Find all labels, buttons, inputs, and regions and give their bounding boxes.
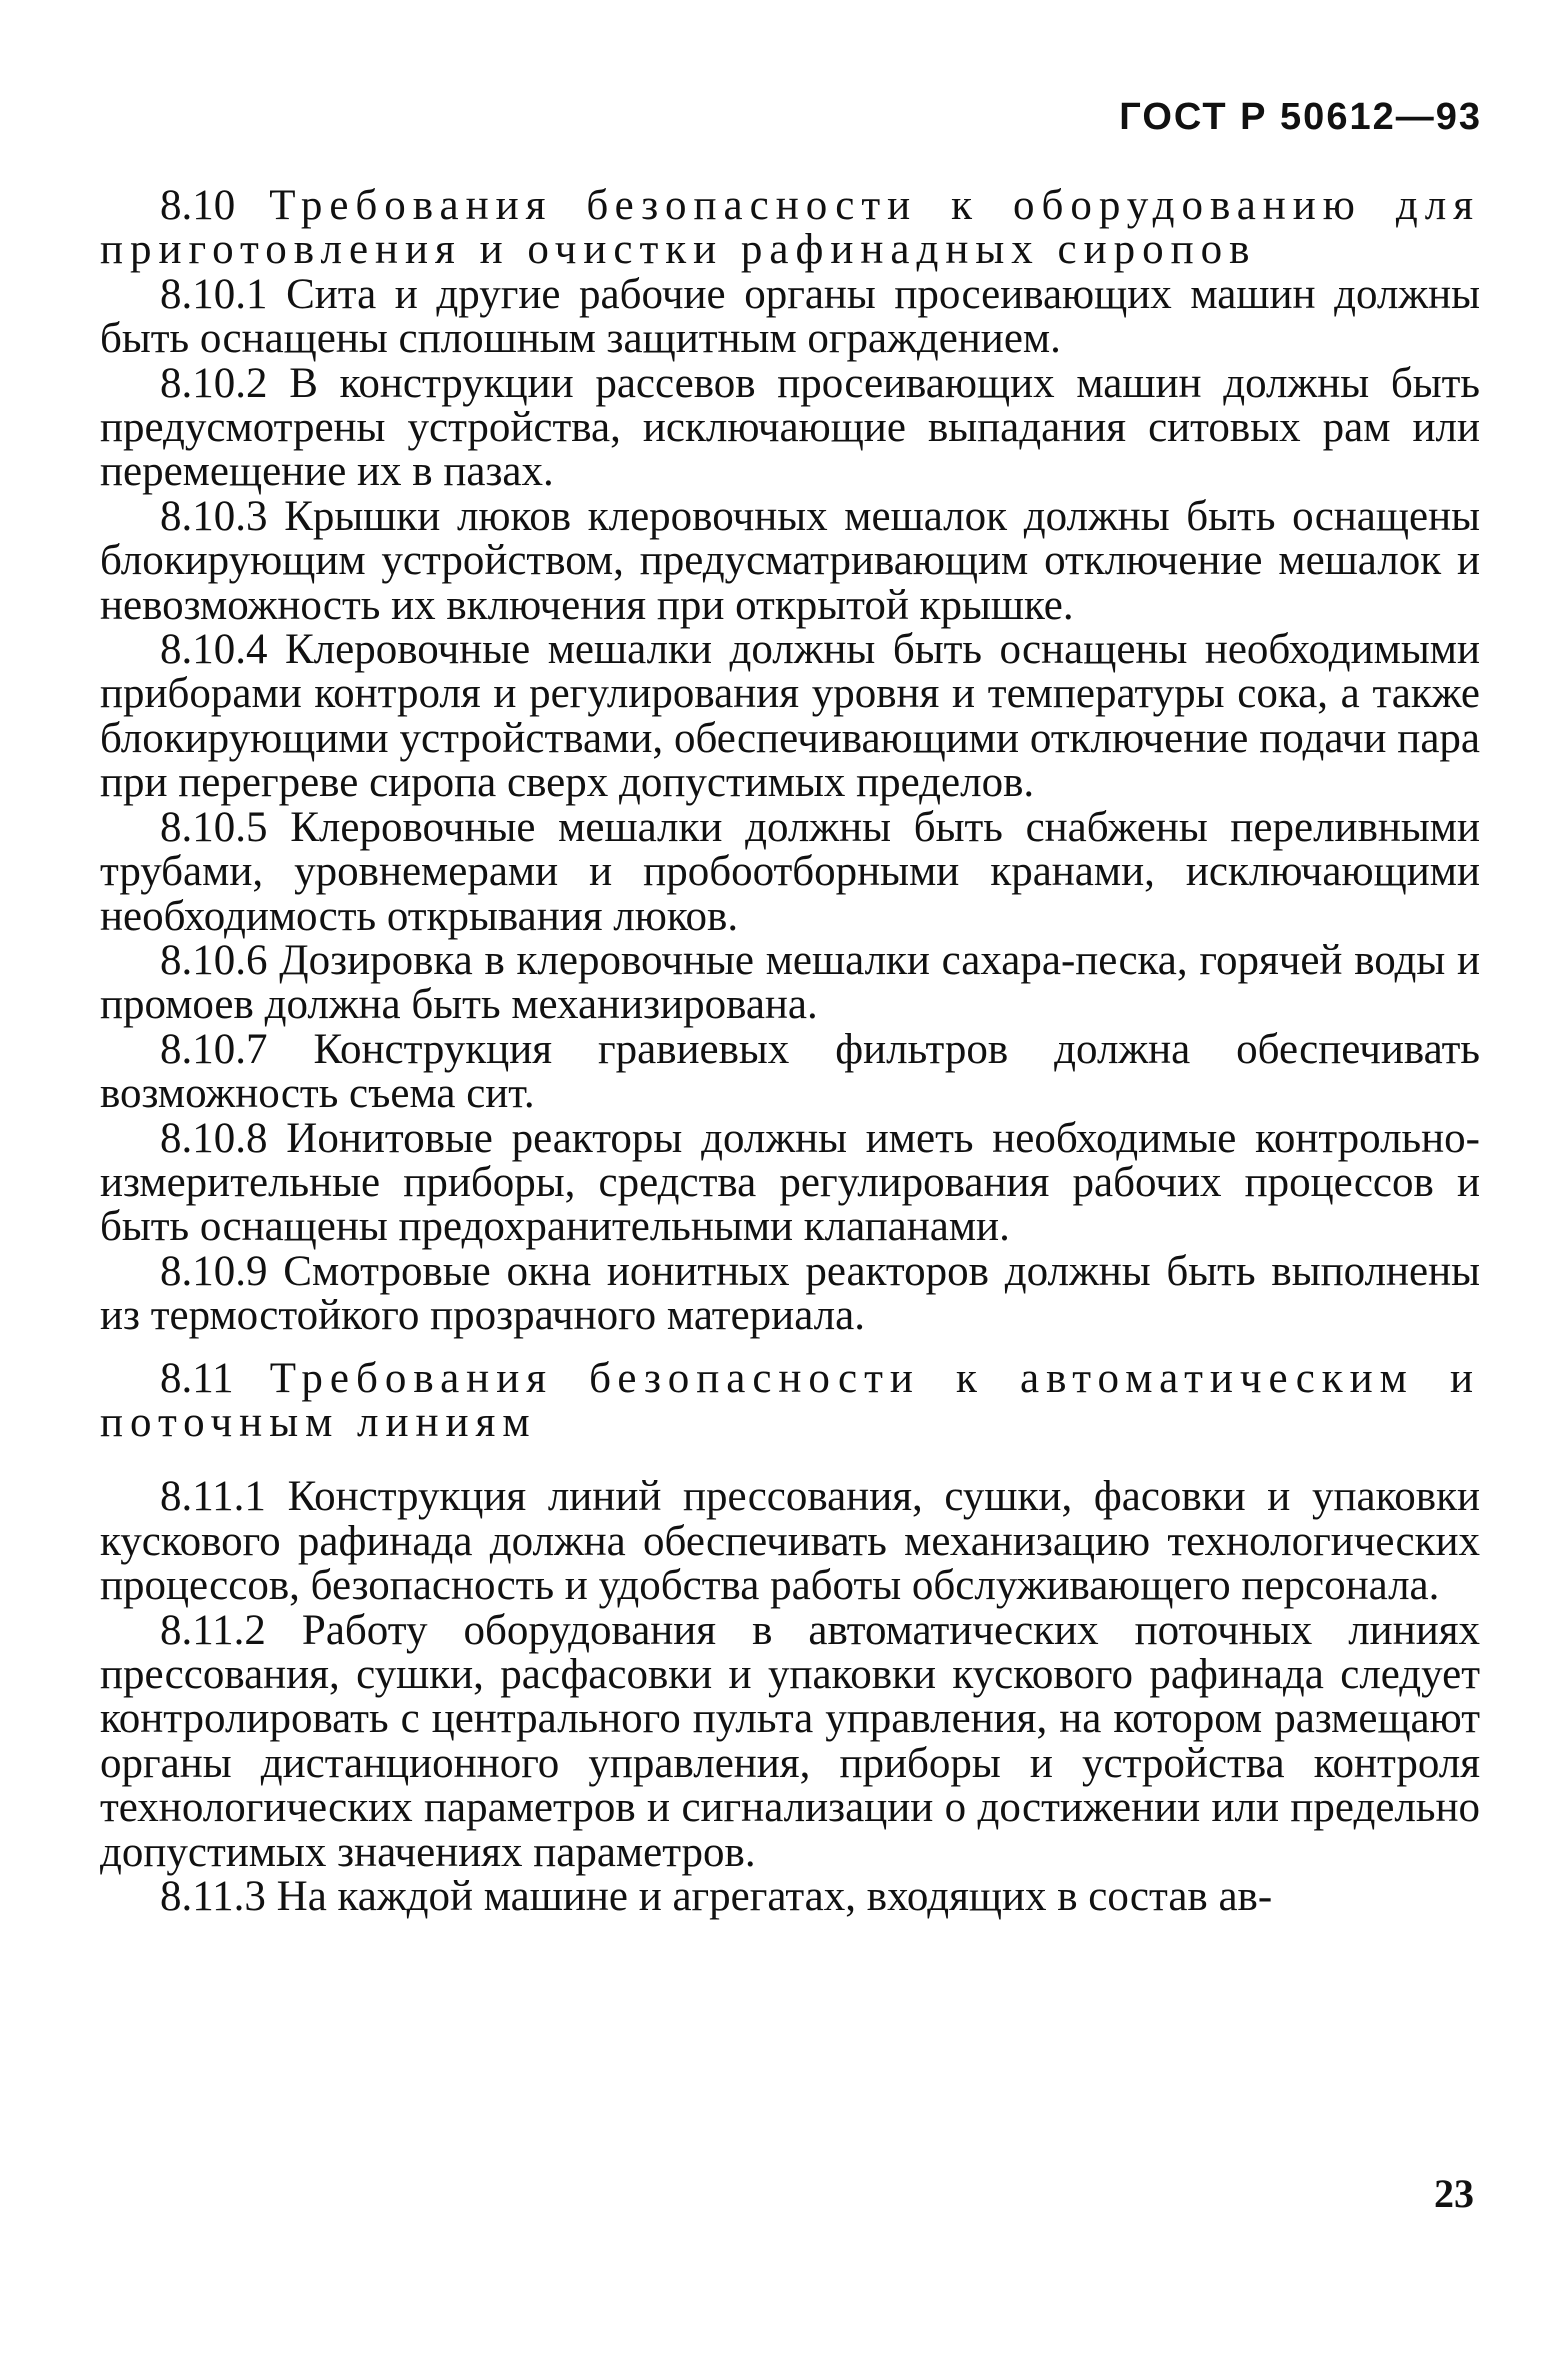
section-number: 8.11	[160, 1354, 234, 1402]
paragraph: 8.10.7 Конструкция гравиевых фильтров должна обеспечивать возможность съема сит.	[100, 1025, 1480, 1118]
paragraph: 8.10.2 В конструкции рассевов просеивающих машин должны быть предусмотрены устройства, исключающие выпадания ситовых рам или перемещение их в пазах.	[100, 359, 1480, 496]
paragraph: 8.11.2 Работу оборудования в автоматических поточных линиях прессования, сушки, расфасовки и упаковки кускового рафинада следует контролировать с центрального пульта управления, на котором размещают органы дистанционного управления, приборы и устройства контроля технологических параметров и сигнализации о достижении или предельно допустимых значениях параметров.	[100, 1606, 1480, 1876]
paragraph: 8.10.4 Клеровочные мешалки должны быть оснащены необходимыми приборами контроля и регулирования уровня и температуры сока, а также блокирующими устройствами, обеспечивающими отключение подачи пара при перегреве сиропа сверх допустимых пределов.	[100, 626, 1480, 807]
document-body	[100, 184, 1480, 1919]
paragraph: 8.11.3 На каждой машине и агрегатах, входящих в состав ав-	[160, 1873, 1273, 1921]
paragraph: 8.10.8 Ионитовые реакторы должны иметь необходимые контрольно-измерительные приборы, средства регулирования рабочих процессов и быть оснащены предохранительными клапанами.	[100, 1114, 1480, 1251]
paragraph: 8.10.5 Клеровочные мешалки должны быть снабжены переливными трубами, уровнемерами и пробоотборными кранами, исключающими необходимость открывания люков.	[100, 803, 1480, 940]
page-number: 23	[1434, 2171, 1474, 2216]
paragraph: 8.11.1 Конструкция линий прессования, сушки, фасовки и упаковки кускового рафинада должна обеспечивать механизацию технологических процессов, безопасность и удобства работы обслуживающего персонала.	[100, 1473, 1480, 1610]
paragraph: 8.10.3 Крышки люков клеровочных мешалок должны быть оснащены блокирующим устройством, предусматривающим отключение мешалок и невозможность их включения при открытой крышке.	[100, 492, 1480, 629]
section-title-text: Требования безопасности к автоматическим и поточным линиям	[100, 1354, 1481, 1446]
document-header: ГОСТ Р 50612—93	[1119, 96, 1482, 138]
section-number: 8.10	[160, 182, 236, 229]
section-title	[100, 1354, 1481, 1446]
section-title-text: Требования безопасности к оборудованию для приготовления и очистки рафинадных сиропов	[100, 182, 1480, 274]
paragraph: 8.10.9 Смотровые окна ионитных реакторов должны быть выполнены из термостойкого прозрачного материала.	[100, 1247, 1480, 1340]
paragraph: 8.10.1 Сита и другие рабочие органы просеивающих машин должны быть оснащены сплошным защитным ограждением.	[100, 270, 1480, 363]
section-title	[100, 184, 1480, 273]
paragraph: 8.10.6 Дозировка в клеровочные мешалки сахара-песка, горячей воды и промоев должна быть механизирована.	[100, 936, 1480, 1029]
